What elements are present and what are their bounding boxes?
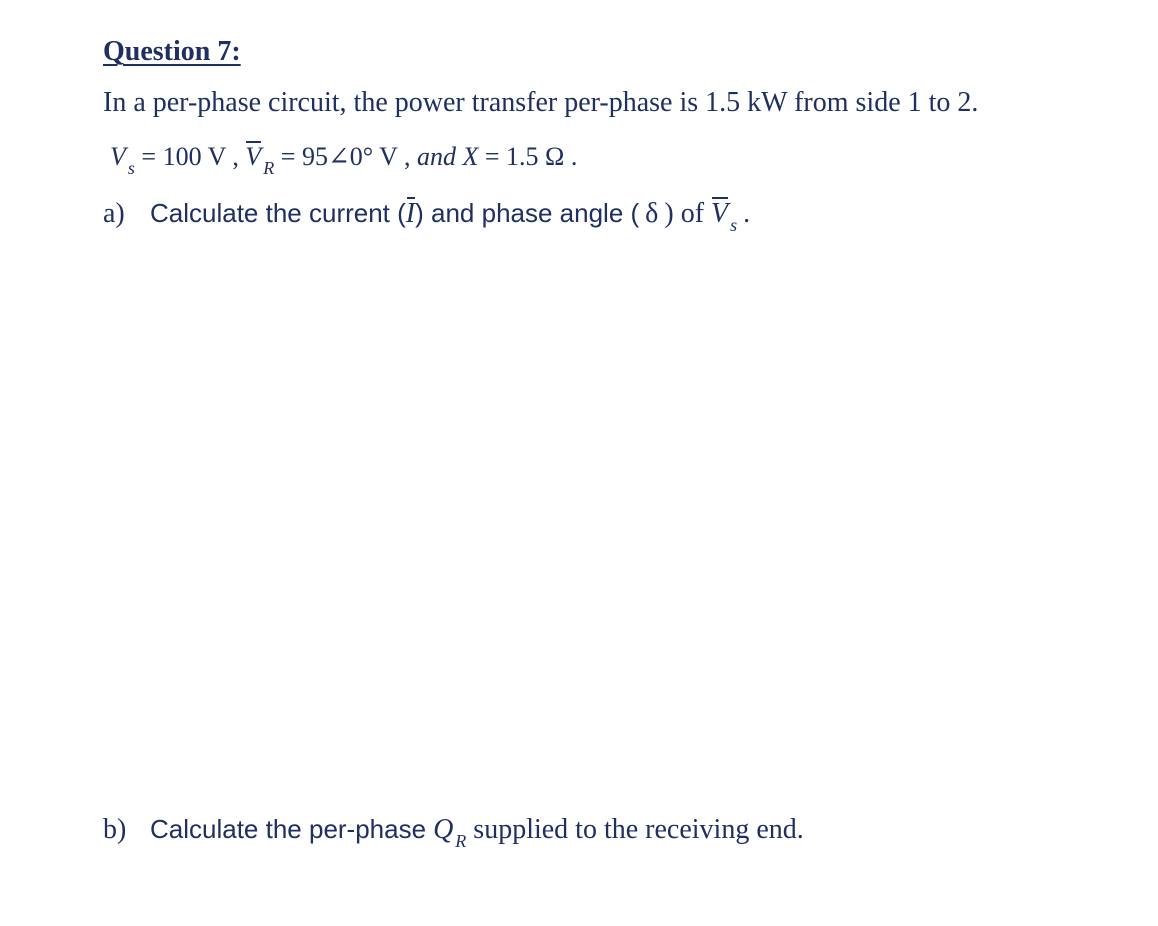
- given-values: [110, 142, 578, 178]
- q-subscript: R: [455, 831, 467, 851]
- delta-symbol: δ: [645, 198, 659, 229]
- part-b-text-2: supplied to the receiving end.: [473, 814, 804, 845]
- part-b: [103, 814, 804, 851]
- part-a-text-2: ) and phase angle (: [415, 198, 640, 228]
- current-phasor-symbol: I: [405, 198, 416, 229]
- part-a-text-1: Calculate the current (: [150, 198, 406, 228]
- part-a-text-3: ) of: [664, 198, 705, 229]
- part-b-text-1: Calculate the per-phase: [150, 814, 427, 844]
- vs-value: = 100 V ,: [141, 142, 239, 171]
- question-title: Question 7:: [103, 36, 241, 67]
- x-value: = 1.5 Ω .: [484, 142, 578, 171]
- question-intro: In a per-phase circuit, the power transfer per-phase is 1.5 kW from side 1 to 2.: [103, 87, 979, 118]
- vs-phasor-symbol: V: [711, 198, 729, 229]
- part-a-vs-subscript: s: [730, 215, 738, 235]
- x-label: and X: [416, 142, 479, 171]
- part-a: [103, 198, 751, 235]
- part-a-letter: a): [103, 198, 125, 229]
- vr-subscript: R: [263, 158, 275, 178]
- vr-phasor-symbol: V: [245, 142, 262, 171]
- q-symbol: Q: [433, 814, 454, 845]
- part-a-end: .: [743, 198, 751, 229]
- vs-subscript: s: [127, 158, 135, 178]
- vr-value: = 95∠0° V ,: [280, 142, 411, 171]
- vs-symbol: V: [110, 142, 126, 171]
- part-b-letter: b): [103, 814, 127, 845]
